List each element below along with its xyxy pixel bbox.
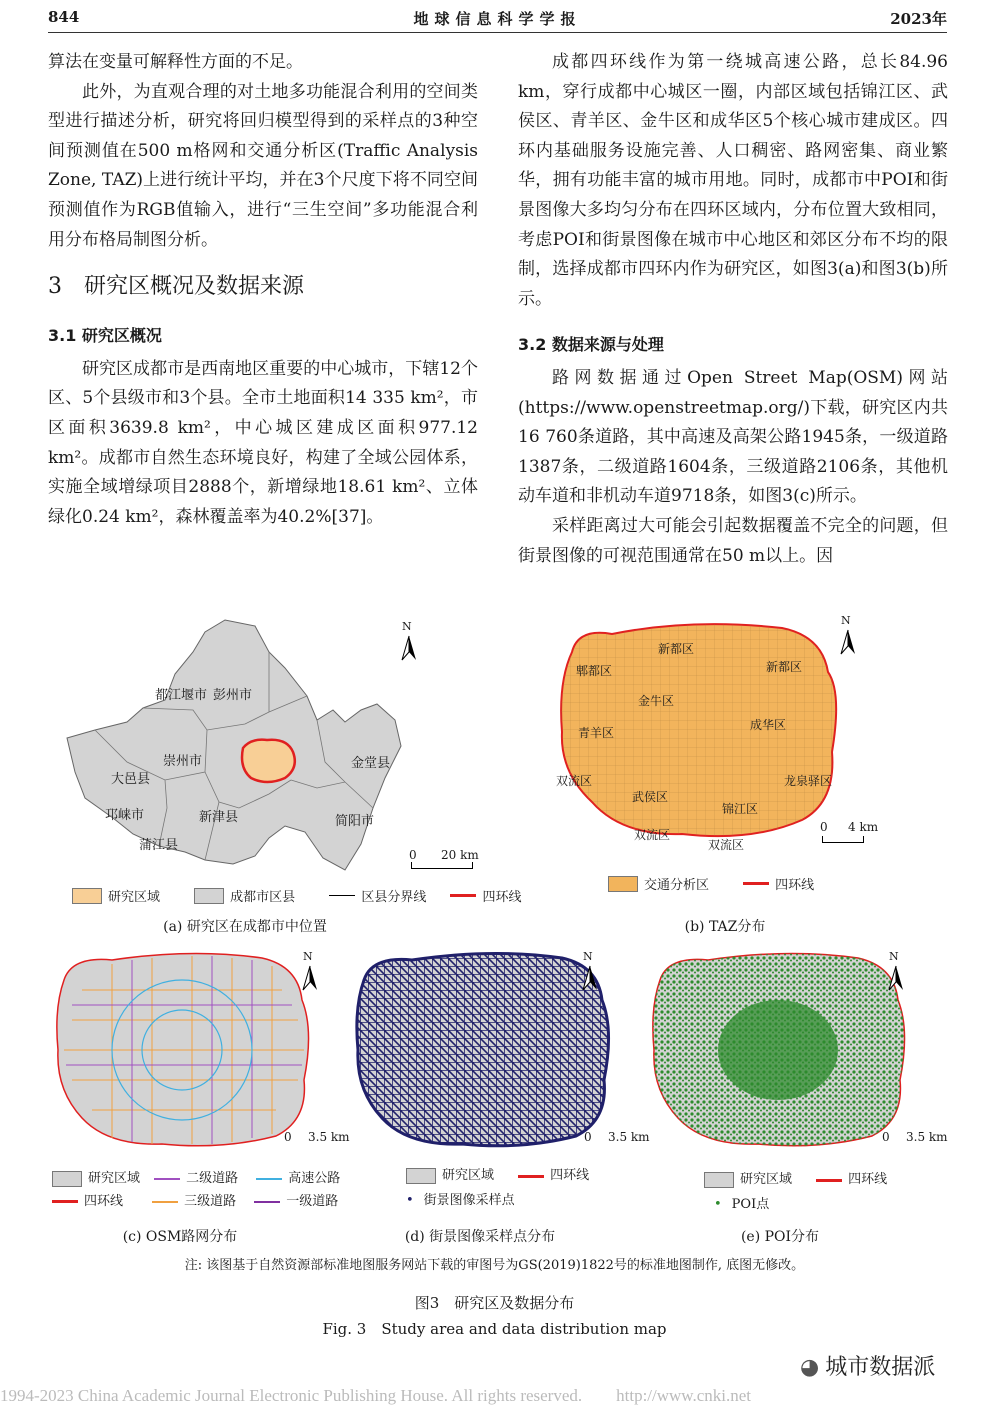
legend-label: 高速公路 [288, 1171, 341, 1186]
legend-line [518, 1175, 544, 1178]
district-label: 大邑县 [111, 772, 151, 787]
district-label: 金牛区 [638, 694, 675, 708]
study-area-ring [242, 740, 295, 782]
legend-label: 街景图像采样点 [423, 1192, 515, 1208]
legend-label: 三级道路 [184, 1193, 237, 1209]
scale-zero: 0 [409, 848, 417, 862]
scale-bar [411, 862, 473, 869]
caption-c: (c) OSM路网分布 [122, 1229, 238, 1245]
paragraph: 此外，为直观合理的对土地多功能混合利用的空间类型进行描述分析，研究将回归模型得到的采样点的3种空间预测值在500 m格网和交通分析区(Traffic Analysis Zone, TAZ)上进行统计平均，并在3个尺度下将不同空间预测值作为RGB值输入，进行“三生空间”多功能混合利用分布格局制图分析。 [48, 81, 478, 250]
scale-label: 3.5 km [608, 1130, 650, 1144]
street-view-sample-map [352, 950, 652, 1150]
right-column [518, 48, 948, 571]
district-label: 青羊区 [578, 726, 615, 740]
panel-c-map [52, 950, 352, 1150]
panel-a-map [55, 612, 495, 872]
legend-line [816, 1179, 842, 1182]
legend-d [406, 1164, 646, 1213]
legend-swatch [194, 888, 224, 904]
subsection-heading: 3.2 数据来源与处理 [518, 335, 664, 355]
district-label: 邛崃市 [105, 808, 145, 823]
legend-label: 四环线 [775, 878, 815, 893]
paragraph: 算法在变量可解释性方面的不足。 [48, 52, 303, 72]
legend-a [72, 886, 521, 905]
legend-swatch [406, 1168, 436, 1184]
paragraph: 研究区成都市是西南地区重要的中心城市，下辖12个区、5个县级市和3个县。全市土地面积14 335 km²，市区面积3639.8 km²，中心城区建成区面积977.12 km²。成都市自然生态环境良好，构建了全域公园体系，实施全域增绿项目2888个，新增绿地18.61 km²、立体绿化0.24 km²，森林覆盖率为40.2%[37]。 [48, 358, 478, 527]
legend-e [704, 1168, 944, 1217]
legend-line [154, 1178, 180, 1180]
north-label: N [402, 620, 412, 633]
district-label: 新都区 [658, 642, 695, 656]
poi-map [648, 950, 958, 1150]
district-label: 双流区 [708, 838, 745, 852]
north-label: N [889, 950, 899, 963]
header-rule [48, 32, 947, 33]
legend-line [329, 895, 355, 896]
legend-label: 区县分界线 [361, 890, 427, 905]
panel-d-map [352, 950, 652, 1150]
scale-label: 4 km [848, 820, 879, 834]
scale-label: 20 km [441, 848, 479, 862]
scale-zero: 0 [820, 820, 828, 834]
district-label: 都江堰市 [155, 688, 208, 703]
legend-label: 四环线 [550, 1168, 590, 1183]
caption-b: (b) TAZ分布 [684, 919, 766, 935]
district-label: 成华区 [750, 718, 787, 732]
paragraph: 成都四环线作为第一绕城高速公路，总长84.96 km，穿行成都中心城区一圈，内部区域包括锦江区、武侯区、青羊区、金牛区和成华区5个核心城市建成区。四环内基础服务设施完善、人口稠密、路网密集、商业繁华，拥有功能丰富的城市用地。同时，成都市中POI和街景图像大多均匀分布在四环区域内，分布位置大致相同，考虑POI和街景图像在城市中心地区和郊区分布不均的限制，选择成都市四环内作为研究区，如图3(a)和图3(b)所示。 [518, 52, 948, 309]
scale-label: 3.5 km [906, 1130, 948, 1144]
figure-note: 注: 该图基于自然资源部标准地图服务网站下载的审图号为GS(2019)1822号的标准地图制作, 底图无修改。 [184, 1258, 805, 1273]
legend-line [52, 1200, 78, 1203]
legend-label: 二级道路 [186, 1171, 239, 1186]
district-label: 双流区 [634, 828, 671, 842]
legend-swatch [608, 876, 638, 892]
caption-a: (a) 研究区在成都市中位置 [163, 919, 327, 935]
legend-c [52, 1168, 352, 1213]
district-label: 简阳市 [335, 814, 375, 829]
panel-e-map [648, 950, 958, 1150]
page-number: 844 [48, 8, 80, 26]
scale-bar [822, 836, 864, 843]
district-label: 武侯区 [632, 790, 669, 804]
legend-label: 四环线 [848, 1172, 888, 1187]
watermark-text: 城市数据派 [825, 1355, 936, 1380]
paragraph: 路网数据通过Open Street Map(OSM)网站(https://www.openstreetmap.org/)下载，研究区内共16 760条道路，其中高速及高架公路1945条，一级道路1387条，二级道路1604条，三级道路2106条，其他机动车道和非机动车道9718条，如图3(c)所示。 [518, 367, 948, 507]
journal-name: 地球信息科学学报 [413, 10, 582, 28]
legend-swatch [52, 1171, 82, 1187]
left-column [48, 48, 478, 532]
district-label: 龙泉驿区 [784, 774, 833, 788]
legend-label: 研究区域 [442, 1168, 495, 1183]
panel-b-map [552, 612, 882, 852]
legend-swatch [704, 1172, 734, 1188]
legend-label: 研究区域 [108, 890, 161, 905]
caption-e: (e) POI分布 [740, 1229, 820, 1245]
district-label: 郫都区 [576, 664, 613, 678]
page-header [48, 6, 947, 30]
district-label: 新津县 [199, 810, 239, 825]
legend-dot: • [406, 1192, 414, 1208]
legend-label: 四环线 [84, 1193, 124, 1209]
footer-copyright: 1994-2023 China Academic Journal Electronic Publishing House. All rights reserved. http://www.cnki.net [0, 1386, 752, 1405]
scale-label: 3.5 km [308, 1130, 350, 1144]
north-label: N [303, 950, 313, 963]
legend-line [450, 894, 476, 897]
year: 2023年 [890, 10, 947, 28]
legend-line [254, 1201, 280, 1203]
legend-b [608, 874, 814, 893]
legend-line [152, 1201, 178, 1203]
legend-label: 四环线 [482, 890, 522, 905]
north-label: N [583, 950, 593, 963]
caption-d: (d) 街景图像采样点分布 [404, 1229, 556, 1245]
district-label: 彭州市 [213, 688, 253, 703]
figure-title-cn: 图3 研究区及数据分布 [414, 1294, 575, 1312]
district-label: 锦江区 [722, 802, 759, 816]
scale-zero: 0 [284, 1130, 292, 1144]
legend-label: 一级道路 [286, 1193, 339, 1209]
wechat-icon: ◕ [800, 1355, 820, 1380]
figure-title-en: Fig. 3 Study area and data distribution map [322, 1320, 667, 1338]
district-label: 崇州市 [163, 754, 203, 769]
scale-zero: 0 [584, 1130, 592, 1144]
legend-label: 研究区域 [88, 1171, 141, 1186]
district-label: 新都区 [766, 660, 803, 674]
district-label: 金堂县 [351, 756, 391, 771]
legend-swatch [72, 888, 102, 904]
north-label: N [841, 614, 851, 627]
legend-line [743, 882, 769, 885]
subsection-heading: 3.1 研究区概况 [48, 326, 162, 346]
legend-label: 交通分析区 [644, 878, 710, 893]
legend-line [256, 1178, 282, 1180]
legend-dot: • [714, 1196, 722, 1212]
paragraph: 采样距离过大可能会引起数据覆盖不完全的问题，但街景图像的可视范围通常在50 m以上。因 [518, 515, 948, 566]
scale-zero: 0 [882, 1130, 890, 1144]
chengdu-county-map [55, 612, 495, 872]
legend-label: 研究区域 [740, 1172, 793, 1187]
district-label: 双流区 [556, 774, 593, 788]
section-heading: 3 研究区概况及数据来源 [48, 274, 304, 300]
watermark [800, 1350, 935, 1381]
legend-label: POI点 [731, 1196, 770, 1212]
legend-label: 成都市区县 [230, 890, 296, 905]
district-label: 蒲江县 [139, 838, 179, 853]
